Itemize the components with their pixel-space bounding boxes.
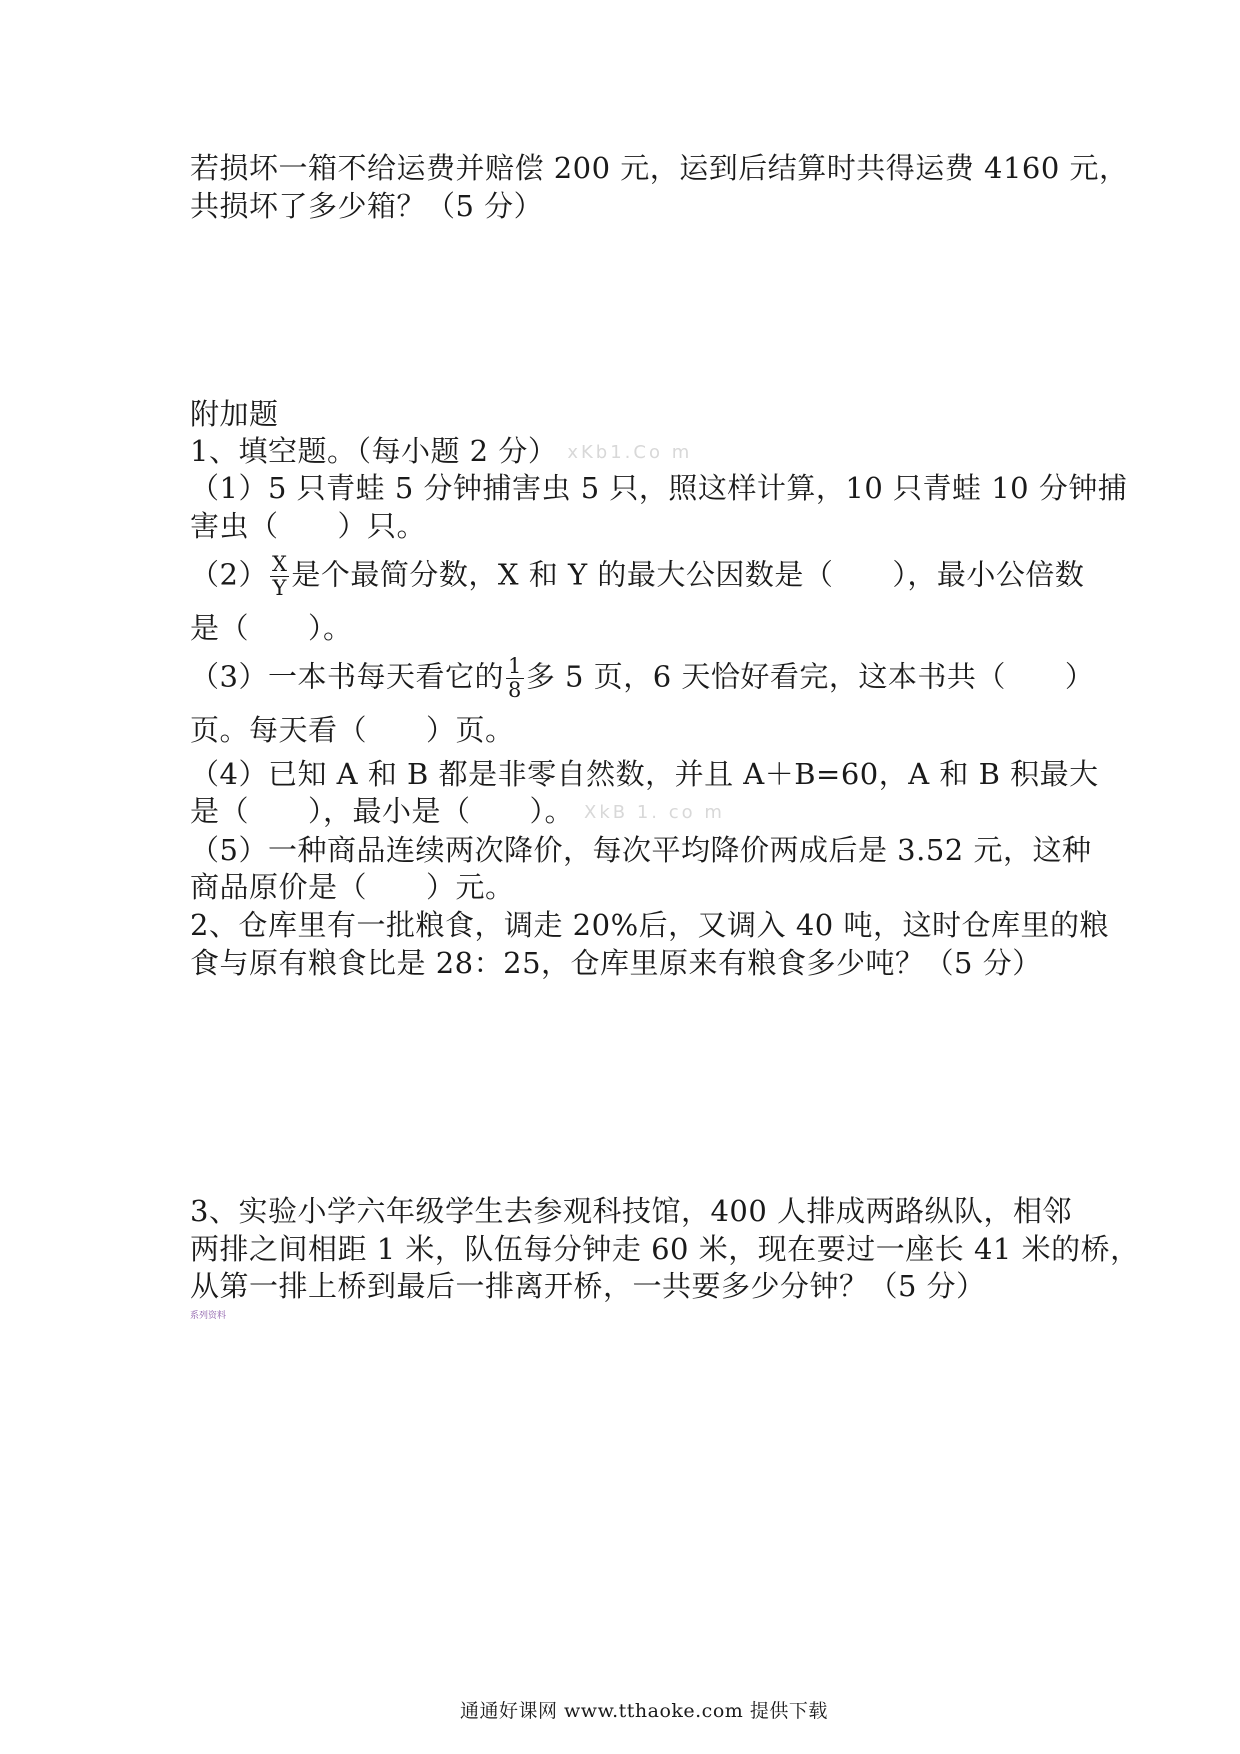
text-line: 商品原价是（ ）元。: [190, 870, 515, 904]
page-footer: 通通好课网 www.tthaoke.com 提供下载: [460, 1700, 828, 1722]
fraction-numerator: X: [271, 552, 288, 576]
question-number: （2）: [190, 557, 268, 592]
text-line: 两排之间相距 1 米，队伍每分钟走 60 米，现在要过一座长 41 米的桥，: [190, 1232, 1140, 1266]
fraction-denominator: Y: [272, 576, 287, 600]
watermark: XkB 1. co m: [584, 802, 725, 823]
question-text: 多 5 页，6 天恰好看完，这本书共（ ）: [525, 659, 1095, 694]
text-line: 3、实验小学六年级学生去参观科技馆，400 人排成两路纵队，相邻: [190, 1194, 1073, 1228]
question-text: （3）一本书每天看它的: [190, 659, 504, 694]
text-line: 2、仓库里有一批粮食，调走 20%后，又调入 40 吨，这时仓库里的粮: [190, 908, 1109, 942]
text-line: 是（ ）。: [190, 611, 353, 645]
text-line: 害虫（ ）只。: [190, 509, 427, 543]
watermark: xKb1.Co m: [567, 442, 693, 463]
text-line: [190, 793, 725, 831]
text-line: 共损坏了多少箱？（5 分）: [190, 189, 544, 223]
fraction-denominator: 8: [507, 678, 522, 702]
text-line: [190, 552, 1085, 600]
question-text: 是（ ），最小是（ ）。: [190, 794, 575, 828]
text-line: 食与原有粮食比是 28：25，仓库里原来有粮食多少吨？（5 分）: [190, 946, 1042, 980]
section-heading: [190, 433, 692, 471]
text-line: 从第一排上桥到最后一排离开桥，一共要多少分钟？（5 分）: [190, 1269, 986, 1303]
series-tag: 系列资料: [190, 1311, 227, 1321]
text-line: （5）一种商品连续两次降价，每次平均降价两成后是 3.52 元，这种: [190, 833, 1092, 867]
question-text: 是个最简分数，X 和 Y 的最大公因数是（ ），最小公倍数: [291, 557, 1085, 592]
section-title: 附加题: [190, 397, 279, 431]
text-line: （1）5 只青蛙 5 分钟捕害虫 5 只，照这样计算，10 只青蛙 10 分钟捕: [190, 471, 1128, 505]
text-line: （4）已知 A 和 B 都是非零自然数，并且 A＋B=60，A 和 B 积最大: [190, 757, 1099, 791]
text-line: 若损坏一箱不给运费并赔偿 200 元，运到后结算时共得运费 4160 元，: [190, 151, 1129, 185]
heading-text: 1、填空题。（每小题 2 分）: [190, 434, 558, 468]
fraction: [270, 553, 289, 600]
fraction: [506, 655, 524, 702]
fraction-numerator: 1: [507, 654, 522, 678]
text-line: [190, 654, 1095, 702]
text-line: 页。每天看（ ）页。: [190, 713, 515, 747]
